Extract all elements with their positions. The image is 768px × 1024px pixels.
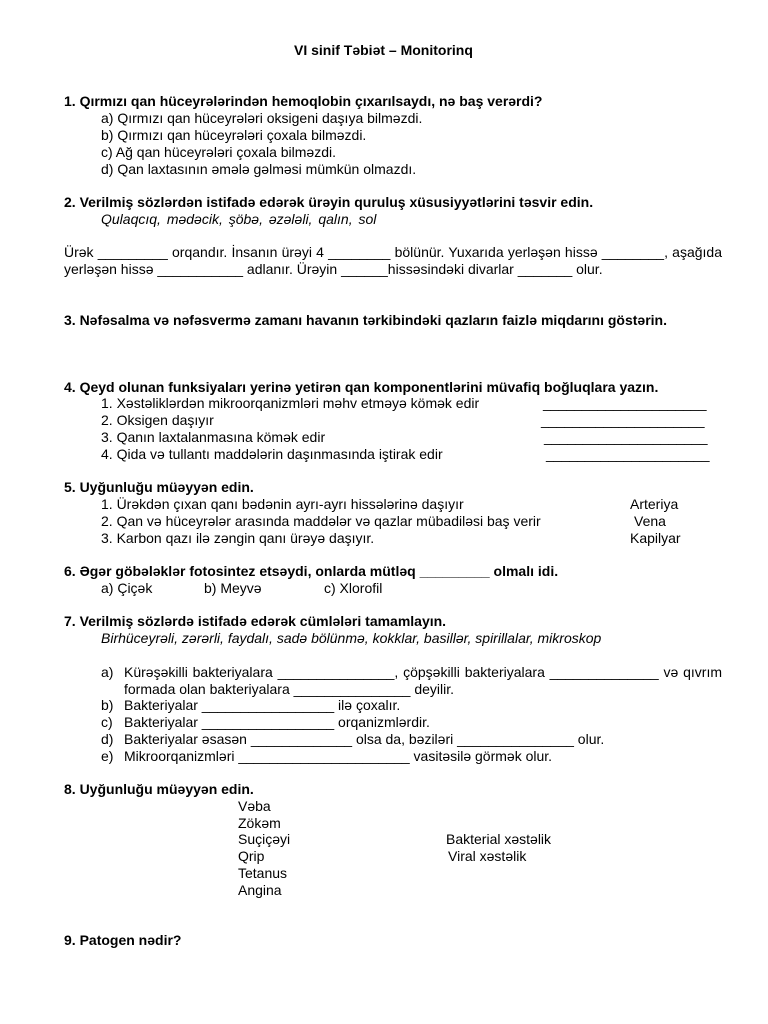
question-1: 1. Qırmızı qan hüceyrələrindən hemoqlobin çıxarılsaydı, nə baş verərdi? (64, 93, 543, 109)
q4-answer-blank-2[interactable]: _____________________ (541, 412, 705, 428)
q7-label-b: b) (101, 697, 114, 713)
q8-disease-zokem: Zökəm (238, 815, 281, 831)
question-5: 5. Uyğunluğu müəyyən edin. (64, 479, 254, 495)
q8-category-bacterial: Bakterial xəstəlik (446, 831, 552, 847)
q4-item-1: 1. Xəstəliklərdən mikroorqanizmləri məhv etməyə kömək edir (101, 395, 480, 411)
q4-item-3: 3. Qanın laxtalanmasına kömək edir (101, 429, 326, 445)
q7-sentence-a: Kürəşəkilli bakteriyalara _______________, çöpşəkilli bakteriyalara ______________ və qıvrım formada olan bakteriyalara _______________ deyilir. (124, 664, 722, 697)
page-title: VI sinif Təbiət – Monitorinq (294, 42, 473, 58)
q6-option-c: c) Xlorofil (324, 580, 383, 596)
q8-category-viral: Viral xəstəlik (448, 848, 527, 864)
q4-item-4: 4. Qida və tullantı maddələrin daşınmasında iştirak edir (101, 446, 443, 462)
q7-sentence-b: Bakteriyalar _________________ ilə çoxalır. (124, 697, 401, 713)
q1-option-b: b) Qırmızı qan hüceyrələri çoxala bilməzdi. (101, 127, 367, 143)
q8-disease-tetanus: Tetanus (238, 865, 288, 881)
q2-fill-paragraph: Ürək _________ orqandır. İnsanın ürəyi 4 ________ bölünür. Yuxarıda yerləşən hissə ________, aşağıda yerləşən hissə ___________ adlanır. Ürəyin ______hissəsindəki divarlar _______ olur. (64, 244, 722, 277)
q6-option-b: b) Meyvə (204, 580, 262, 596)
q5-item-3: 3. Karbon qazı ilə zəngin qanı ürəyə daşıyır. (101, 530, 375, 546)
q5-item-2: 2. Qan və hüceyrələr arasında maddələr və qazlar mübadiləsi baş verir (101, 513, 541, 529)
q1-option-d: d) Qan laxtasının əmələ gəlməsi mümkün olmazdı. (101, 161, 417, 177)
q7-label-a: a) (101, 664, 114, 680)
q8-disease-angina: Angina (238, 882, 282, 898)
q5-answer-vena: Vena (634, 513, 666, 529)
q4-item-2: 2. Oksigen daşıyır (101, 412, 214, 428)
question-6: 6. Əgər göbələklər fotosintez etsəydi, onlarda mütləq _________ olmalı idi. (64, 563, 559, 579)
q7-word-bank: Birhüceyrəli, zərərli, faydalı, sadə bölünmə, kokklar, basillər, spirillalar, mikroskop (101, 630, 602, 646)
q7-sentence-e: Mikroorqanizmləri ______________________ vasitəsilə görmək olur. (124, 748, 553, 764)
question-4: 4. Qeyd olunan funksiyaları yerinə yetirən qan komponentlərini müvafiq boğluqlara yazın. (64, 379, 659, 395)
q8-disease-qrip: Qrip (238, 848, 265, 864)
q7-label-d: d) (101, 731, 114, 747)
q8-disease-veba: Vəba (238, 798, 271, 814)
q4-answer-blank-4[interactable]: _____________________ (546, 446, 710, 462)
question-3: 3. Nəfəsalma və nəfəsvermə zamanı havanın tərkibindəki qazların faizlə miqdarını göstərin. (64, 312, 667, 328)
q7-sentence-c: Bakteriyalar _________________ orqanizmlərdir. (124, 714, 430, 730)
q8-disease-sucicheyi: Suçiçəyi (238, 831, 291, 847)
q5-answer-arteriya: Arteriya (630, 496, 679, 512)
question-9: 9. Patogen nədir? (64, 932, 182, 948)
q4-answer-blank-3[interactable]: _____________________ (544, 429, 708, 445)
q4-answer-blank-1[interactable]: _____________________ (543, 395, 707, 411)
q1-option-c: c) Ağ qan hüceyrələri çoxala bilməzdi. (101, 144, 337, 160)
question-8: 8. Uyğunluğu müəyyən edin. (64, 781, 254, 797)
question-2: 2. Verilmiş sözlərdən istifadə edərək ürəyin quruluş xüsusiyyətlərini təsvir edin. (64, 194, 594, 210)
question-7: 7. Verilmiş sözlərdə istifadə edərək cümlələri tamamlayın. (64, 613, 447, 629)
q1-option-a: a) Qırmızı qan hüceyrələri oksigeni daşıya bilməzdi. (101, 110, 423, 126)
q5-item-1: 1. Ürəkdən çıxan qanı bədənin ayrı-ayrı hissələrinə daşıyır (101, 496, 464, 512)
q7-label-e: e) (101, 748, 114, 764)
q6-option-a: a) Çiçək (101, 580, 153, 596)
q2-word-bank: Qulaqcıq, mədəcik, şöbə, əzələli, qalın, sol (101, 211, 377, 227)
q7-label-c: c) (101, 714, 113, 730)
q7-sentence-d: Bakteriyalar əsasən _____________ olsa da, bəziləri _______________ olur. (124, 731, 605, 747)
q5-answer-kapilyar: Kapilyar (630, 530, 681, 546)
